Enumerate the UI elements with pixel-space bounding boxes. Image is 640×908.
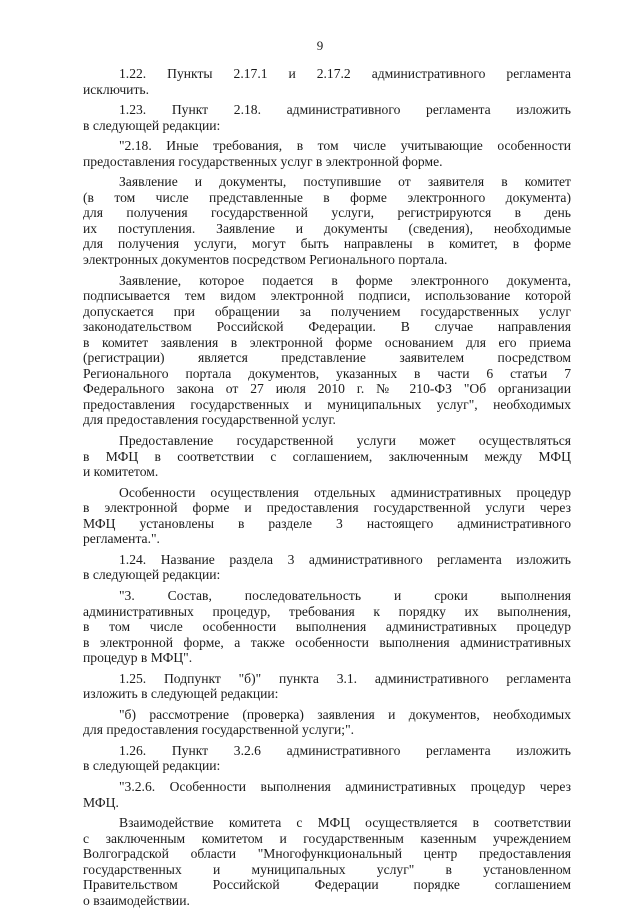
text-line: Федерального закона от 27 июля 2010 г. № 210-ФЗ "Об организации	[83, 381, 571, 397]
text-line: "2.18. Иные требования, в том числе учитывающие особенности	[119, 138, 571, 154]
text-line: электронных документов посредством Регионального портала.	[83, 252, 448, 268]
paragraph	[83, 66, 571, 97]
text-line: предоставления государственных и муниципальных услуг", необходимых	[83, 396, 571, 412]
paragraph	[83, 102, 571, 133]
text-line: (в том числе представленные в форме электронного документа)	[83, 189, 571, 205]
text-line: (регистрации) является представление заявителем посредством	[83, 350, 571, 366]
paragraph	[83, 743, 571, 774]
text-line: исключить.	[83, 81, 149, 97]
paragraph	[83, 588, 571, 666]
text-line: подписывается тем видом электронной подписи, использование которой	[83, 288, 571, 304]
paragraph	[83, 552, 571, 583]
text-line: Предоставление государственной услуги может осуществляться	[119, 433, 571, 449]
text-line: для предоставления государственной услуг.	[83, 412, 336, 428]
text-line: МФЦ.	[83, 794, 119, 810]
text-line: 1.24. Название раздела 3 административного регламента изложить	[119, 551, 571, 567]
text-line: Заявление, которое подается в форме электронного документа,	[119, 272, 571, 288]
text-line: государственных и муниципальных услуг" в установленном	[83, 861, 571, 877]
text-line: 1.22. Пункты 2.17.1 и 2.17.2 административного регламента	[119, 66, 571, 81]
paragraph	[83, 671, 571, 702]
text-line: регламента.".	[83, 531, 160, 547]
paragraph	[83, 138, 571, 169]
text-line: и комитетом.	[83, 464, 159, 480]
text-line: процедур в МФЦ".	[83, 650, 193, 666]
text-line: изложить в следующей редакции:	[83, 686, 279, 702]
text-line: предоставления государственных услуг в электронной форме.	[83, 153, 443, 169]
text-line: Взаимодействие комитета с МФЦ осуществляется в соответствии	[119, 815, 571, 831]
document-body	[83, 66, 571, 908]
text-line: их поступления. Заявление и документы (сведения), необходимые	[83, 220, 571, 236]
paragraph	[83, 707, 571, 738]
text-line: Регионального портала документов, указанных в части 6 статьи 7	[83, 365, 571, 381]
text-line: Особенности осуществления отдельных административных процедур	[119, 484, 571, 500]
paragraph	[83, 273, 571, 428]
paragraph	[83, 485, 571, 547]
text-line: в следующей редакции:	[83, 758, 221, 774]
paragraph	[83, 779, 571, 810]
text-line: Волгоградской области "Многофункциональный центр предоставления	[83, 846, 571, 862]
paragraph	[83, 815, 571, 908]
text-line: для получения государственной услуги, регистрируются в день	[83, 205, 571, 221]
text-line: для предоставления государственной услуги;".	[83, 722, 355, 738]
text-line: с заключенным комитетом и государственным казенным учреждением	[83, 830, 571, 846]
text-line: о взаимодействии.	[83, 892, 190, 908]
text-line: "б) рассмотрение (проверка) заявления и документов, необходимых	[119, 706, 571, 722]
text-line: для получения услуги, могут быть направлены в комитет, в форме	[83, 236, 571, 252]
text-line: Правительством Российской Федерации порядке соглашением	[83, 877, 571, 893]
text-line: 1.25. Подпункт "б)" пункта 3.1. административного регламента	[119, 670, 571, 686]
text-line: в электронной форме и предоставления государственной услуги через	[83, 500, 571, 516]
text-line: в комитет заявления в электронной форме основанием для его приема	[83, 334, 571, 350]
text-line: в том числе особенности выполнения административных процедур	[83, 619, 571, 635]
text-line: в следующей редакции:	[83, 117, 221, 133]
text-line: "3.2.6. Особенности выполнения административных процедур через	[119, 778, 571, 794]
text-line: 1.23. Пункт 2.18. административного регламента изложить	[119, 102, 571, 118]
text-line: административных процедур, требования к порядку их выполнения,	[83, 603, 571, 619]
page-number: 9	[316, 38, 324, 53]
text-line: в МФЦ в соответствии с соглашением, заключенным между МФЦ	[83, 448, 571, 464]
text-line: в электронной форме, а также особенности выполнения административных	[83, 634, 571, 650]
text-line: Заявление и документы, поступившие от заявителя в комитет	[119, 174, 571, 190]
text-line: в следующей редакции:	[83, 567, 221, 583]
paragraph	[83, 433, 571, 480]
text-line: "3. Состав, последовательность и сроки выполнения	[119, 587, 571, 603]
text-line: МФЦ установлены в разделе 3 настоящего административного	[83, 515, 571, 531]
text-line: 1.26. Пункт 3.2.6 административного регламента изложить	[119, 742, 571, 758]
text-line: законодательством Российской Федерации. В случае направления	[83, 319, 571, 335]
paragraph	[83, 174, 571, 267]
text-line: допускается при обращении за получением государственных услуг	[83, 303, 571, 319]
